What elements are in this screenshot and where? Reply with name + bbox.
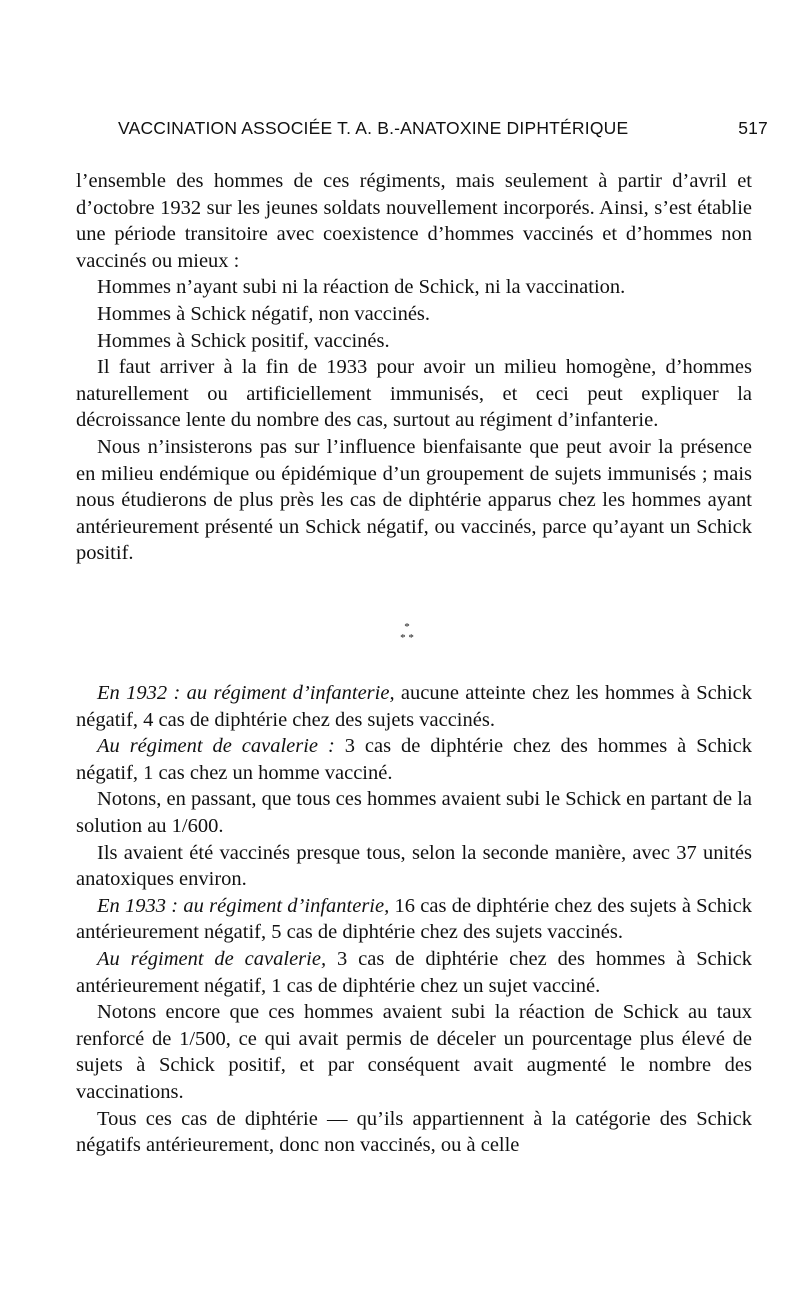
paragraph-1932-cavalry [76,733,752,786]
paragraph-vaccination-units: Ils avaient été vaccinés presque tous, selon la seconde manière, avec 37 unités anatoxiques environ. [76,841,752,891]
italic-lead-1932-infantry: En 1932 : au régiment d’infanterie, [97,682,395,704]
list-item-schick-negative: Hommes à Schick négatif, non vaccinés. [97,302,431,325]
asterism-top-star: * [404,621,410,633]
list-item-no-schick-no-vaccination: Hommes n’ayant subi ni la réaction de Schick, ni la vaccination. [97,276,626,299]
paragraph-influence: Nous n’insisterons pas sur l’influence bienfaisante que peut avoir la présence en milieu endémique ou épidémique d’un groupement de sujets immunisés ; mais nous étudierons de plus près les cas de diphtérie apparus chez les hommes ayant antérieurement présenté un Schick négatif, ou vaccinés, parce qu’ayant un Schick positif. [76,435,752,565]
page-number: 517 [738,118,768,138]
running-header-title: VACCINATION ASSOCIÉE T. A. B.-ANATOXINE DIPHTÉRIQUE [118,118,629,138]
paragraph-1933-cavalry-text: 3 cas de diphtérie chez des hommes à Schick antérieurement négatif, 1 cas de diphtérie chez un sujet vacciné. [76,947,752,997]
paragraph-1932-cavalry-text: 3 cas de diphtérie chez des hommes à Schick négatif, 1 cas chez un homme vacciné. [76,735,752,784]
list-item-schick-positive: Hommes à Schick positif, vaccinés. [97,329,390,352]
paragraph-1933-infantry-text: 16 cas de diphtérie chez des sujets à Schick antérieurement négatif, 5 cas de diphtérie chez des sujets vaccinés. [76,894,752,944]
paragraph-1932-infantry-text: aucune atteinte chez les hommes à Schick négatif, 4 cas de diphtérie chez des sujets vaccinés. [76,682,752,731]
italic-lead-1933-cavalry: Au régiment de cavalerie, [97,947,327,970]
text-block-upper [76,168,752,567]
asterism-bottom-stars: * * [400,632,414,644]
paragraph-continuation: l’ensemble des hommes de ces régiments, mais seulement à partir d’avril et d’octobre 1932 sur les jeunes soldats nouvellement incorporés. Ainsi, s’est établie une période transitoire avec coexistence d’hommes vaccinés et d’hommes non vaccinés ou mieux : [76,170,752,272]
paragraph-all-cases: Tous ces cas de diphtérie — qu’ils appartiennent à la catégorie des Schick négatifs antérieurement, donc non vaccinés, ou à celle [76,1107,752,1157]
paragraph-1932-infantry [76,680,752,733]
italic-lead-1933-infantry: En 1933 : au régiment d’infanterie, [97,894,390,917]
paragraph-1933-cavalry [76,946,752,999]
paragraph-1933-infantry [76,893,752,946]
italic-lead-1932-cavalry: Au régiment de cavalerie : [97,735,335,758]
section-separator-asterism [392,622,422,652]
paragraph-end-1933: Il faut arriver à la fin de 1933 pour avoir un milieu homogène, d’hommes naturellement ou artificiellement immunisés, et ceci peut expliquer la décroissance lente du nombre des cas, surtout au régiment d’infanterie. [76,356,752,432]
paragraph-reinforced-rate: Notons encore que ces hommes avaient subi la réaction de Schick au taux renforcé de 1/500, ce qui avait permis de déceler un pourcentage plus élevé de sujets à Schick positif, et par conséquent avait augmenté le nombre des vaccinations. [76,1001,752,1103]
running-header [118,118,768,142]
paragraph-note-solution: Notons, en passant, que tous ces hommes avaient subi le Schick en partant de la solution au 1/600. [76,788,752,837]
text-block-lower [76,680,752,1159]
